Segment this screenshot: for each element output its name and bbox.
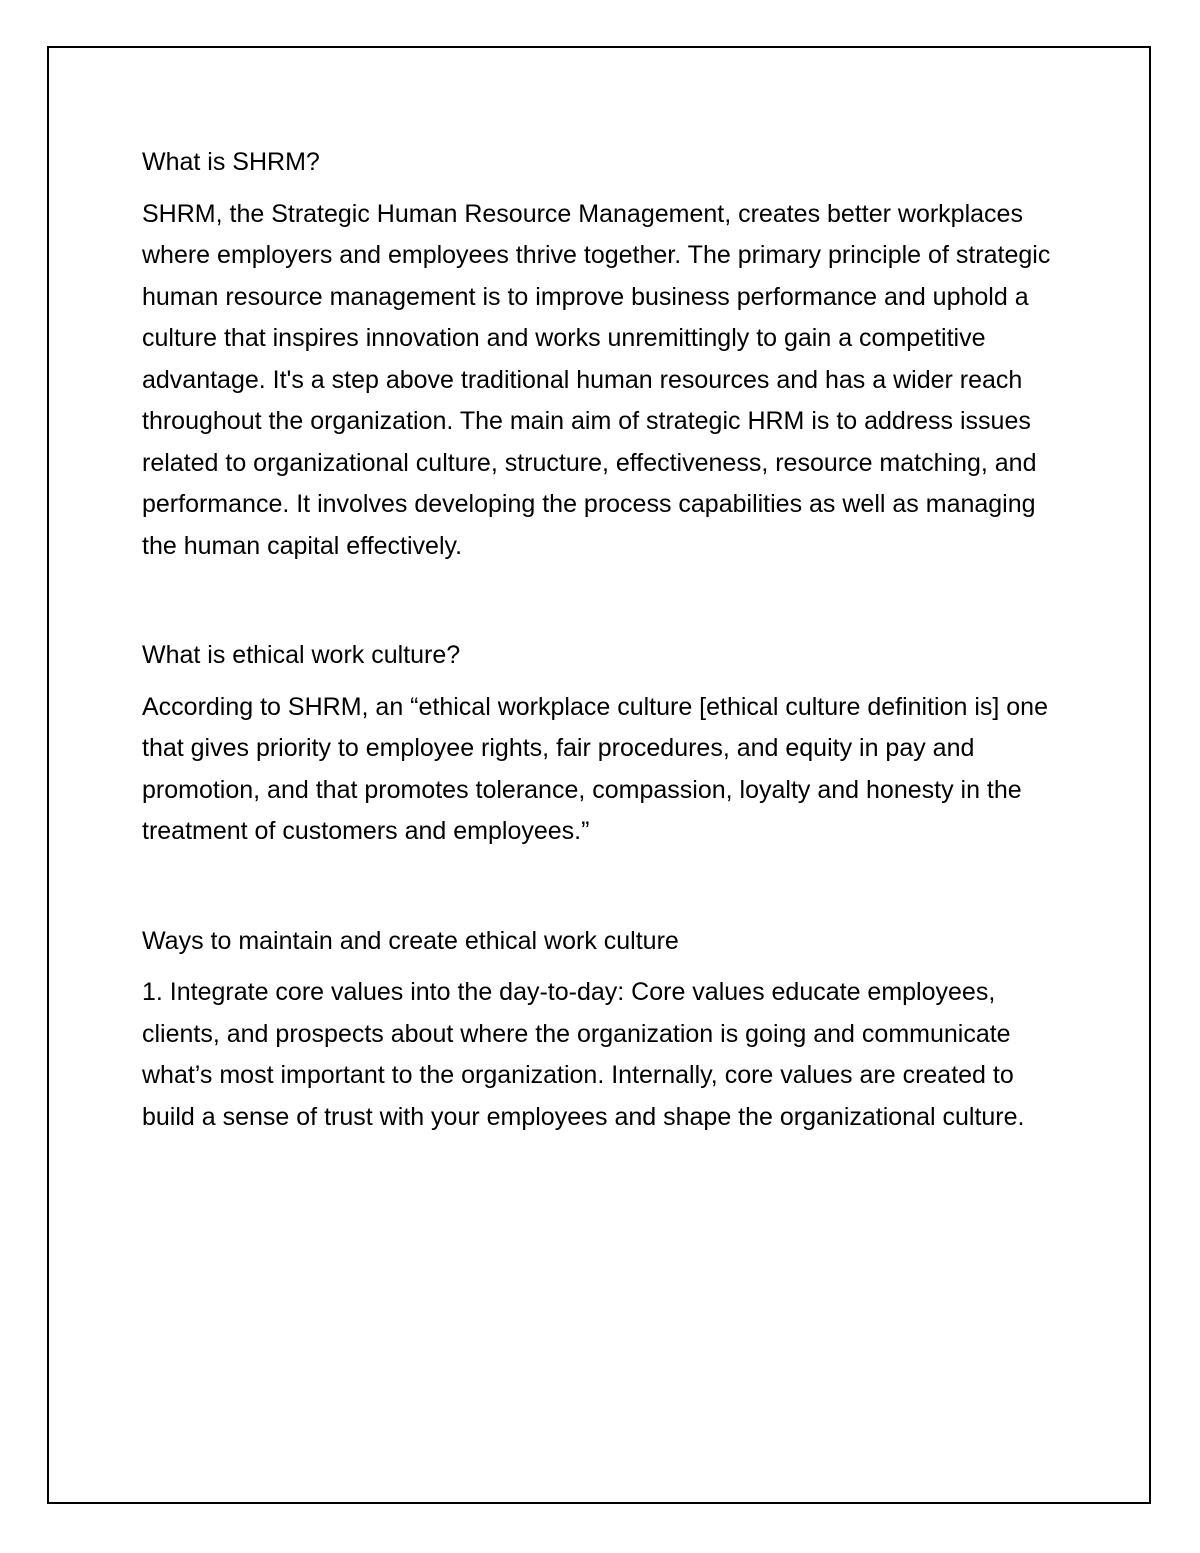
section-heading: What is SHRM? — [142, 148, 320, 176]
section-ethical-work-culture — [142, 635, 1072, 853]
section-paragraph: According to SHRM, an “ethical workplace culture [ethical culture definition is] one that gives priority to employee rights, fair procedures, and equity in pay and promotion, and that promotes tolerance, compassion, loyalty and honesty in the treatment of customers and employees.” — [142, 692, 1048, 845]
section-what-is-shrm — [142, 142, 1072, 567]
section-heading: Ways to maintain and create ethical work culture — [142, 926, 679, 955]
section-paragraph: SHRM, the Strategic Human Resource Management, creates better workplaces where employers and employees thrive together. The primary principle of strategic human resource management is to improve business performance and uphold a culture that inspires innovation and works unremittingly to gain a competitive advantage. It's a step above traditional human resources and has a wider reach throughout the organization. The main aim of strategic HRM is to address issues related to organizational culture, structure, effectiveness, resource matching, and performance. It involves developing the process capabilities as well as managing the human capital effectively. — [142, 199, 1051, 560]
section-heading: What is ethical work culture? — [142, 641, 461, 669]
document-body — [142, 142, 1072, 1138]
section-paragraph: 1. Integrate core values into the day-to-day: Core values educate employees, clients, and prospects about where the organization is going and communicate what’s most important to the organization. Internally, core values are created to build a sense of trust with your employees and shape the organizational culture. — [142, 978, 1025, 1131]
section-ways-to-maintain — [142, 921, 1072, 1139]
